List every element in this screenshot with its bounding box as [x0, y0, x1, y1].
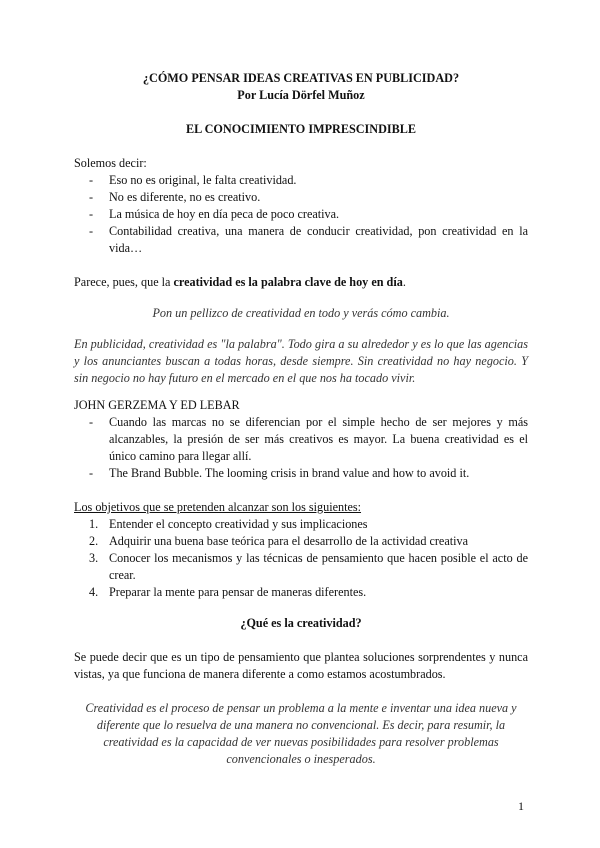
list-item-text: Entender el concepto creatividad y sus implicaciones: [109, 517, 368, 531]
list-item: [74, 223, 528, 257]
creatividad-definition: Creatividad es el proceso de pensar un problema a la mente e inventar una idea nueva y diferente que lo resuelva de una manera no convencional. Es decir, para resumir, la creatividad es la capacidad de ver nuevas posibilidades para resolver problemas convencionales o inesperados.: [85, 701, 517, 766]
dash-bullet: -: [89, 207, 94, 221]
list-item: [74, 550, 528, 584]
list-number: 4.: [89, 585, 99, 599]
list-item: [74, 465, 528, 482]
list-item: [74, 516, 528, 533]
reference-list: [74, 414, 528, 482]
claim-suffix: .: [402, 275, 406, 289]
dash-bullet: -: [89, 224, 94, 238]
list-number: 1.: [89, 517, 99, 531]
list-item-text: La música de hoy en día peca de poco creativa.: [109, 207, 340, 221]
list-item: [74, 584, 528, 601]
objectives-heading: Los objetivos que se pretenden alcanzar son los siguientes:: [74, 500, 362, 514]
list-item-text: Cuando las marcas no se diferencian por el simple hecho de ser mejores y más alcanzables, la presión de ser más creativos es mayor. La buena creatividad es el único camino para llegar allí.: [109, 415, 528, 463]
page-content: [74, 70, 528, 768]
list-item: [74, 172, 528, 189]
list-item: [74, 189, 528, 206]
section-heading-conocimiento: EL CONOCIMIENTO IMPRESCINDIBLE: [185, 122, 417, 136]
sayings-list: [74, 172, 528, 257]
list-item-text: Preparar la mente para pensar de maneras diferentes.: [109, 585, 367, 599]
list-item-text: Contabilidad creativa, una manera de conducir creatividad, pon creatividad en la vida…: [109, 224, 528, 255]
quote-publicidad: En publicidad, creatividad es "la palabra". Todo gira a su alrededor y es lo que las agencias y los anunciantes buscan a todas horas, desde siempre. Sin creatividad no hay negocio. Y sin negocio no hay futuro en el mercado en el que nos ha tocado vivir.: [74, 337, 528, 385]
document-title: ¿CÓMO PENSAR IDEAS CREATIVAS EN PUBLICIDAD?: [142, 71, 460, 85]
creatividad-paragraph: Se puede decir que es un tipo de pensamiento que plantea soluciones sorprendentes y nunca vistas, ya que funciona de manera diferente a como estamos acostumbrados.: [74, 650, 528, 681]
list-item: [74, 206, 528, 223]
claim-bold: creatividad es la palabra clave de hoy en día: [173, 275, 403, 289]
dash-bullet: -: [89, 190, 94, 204]
dash-bullet: -: [89, 466, 94, 480]
page-number: 1: [518, 799, 524, 813]
list-item: [74, 414, 528, 465]
document-author: Por Lucía Dörfel Muñoz: [237, 88, 365, 102]
list-number: 2.: [89, 534, 99, 548]
reference-authors: JOHN GERZEMA Y ED LEBAR: [74, 398, 240, 412]
dash-bullet: -: [89, 173, 94, 187]
claim-paragraph: [74, 274, 528, 291]
list-item-text: Adquirir una buena base teórica para el desarrollo de la actividad creativa: [109, 534, 469, 548]
list-item: [74, 533, 528, 550]
list-item-text: Conocer los mecanismos y las técnicas de pensamiento que hacen posible el acto de crear.: [109, 551, 528, 582]
claim-prefix: Parece, pues, que la: [74, 275, 174, 289]
section-heading-creatividad: ¿Qué es la creatividad?: [240, 616, 362, 630]
dash-bullet: -: [89, 415, 94, 429]
intro-text: Solemos decir:: [74, 156, 147, 170]
list-item-text: The Brand Bubble. The looming crisis in brand value and how to avoid it.: [109, 466, 470, 480]
objectives-list: [74, 516, 528, 601]
list-number: 3.: [89, 551, 99, 565]
list-item-text: Eso no es original, le falta creatividad.: [109, 173, 297, 187]
quote-pellizco: Pon un pellizco de creatividad en todo y verás cómo cambia.: [152, 306, 450, 320]
list-item-text: No es diferente, no es creativo.: [109, 190, 261, 204]
